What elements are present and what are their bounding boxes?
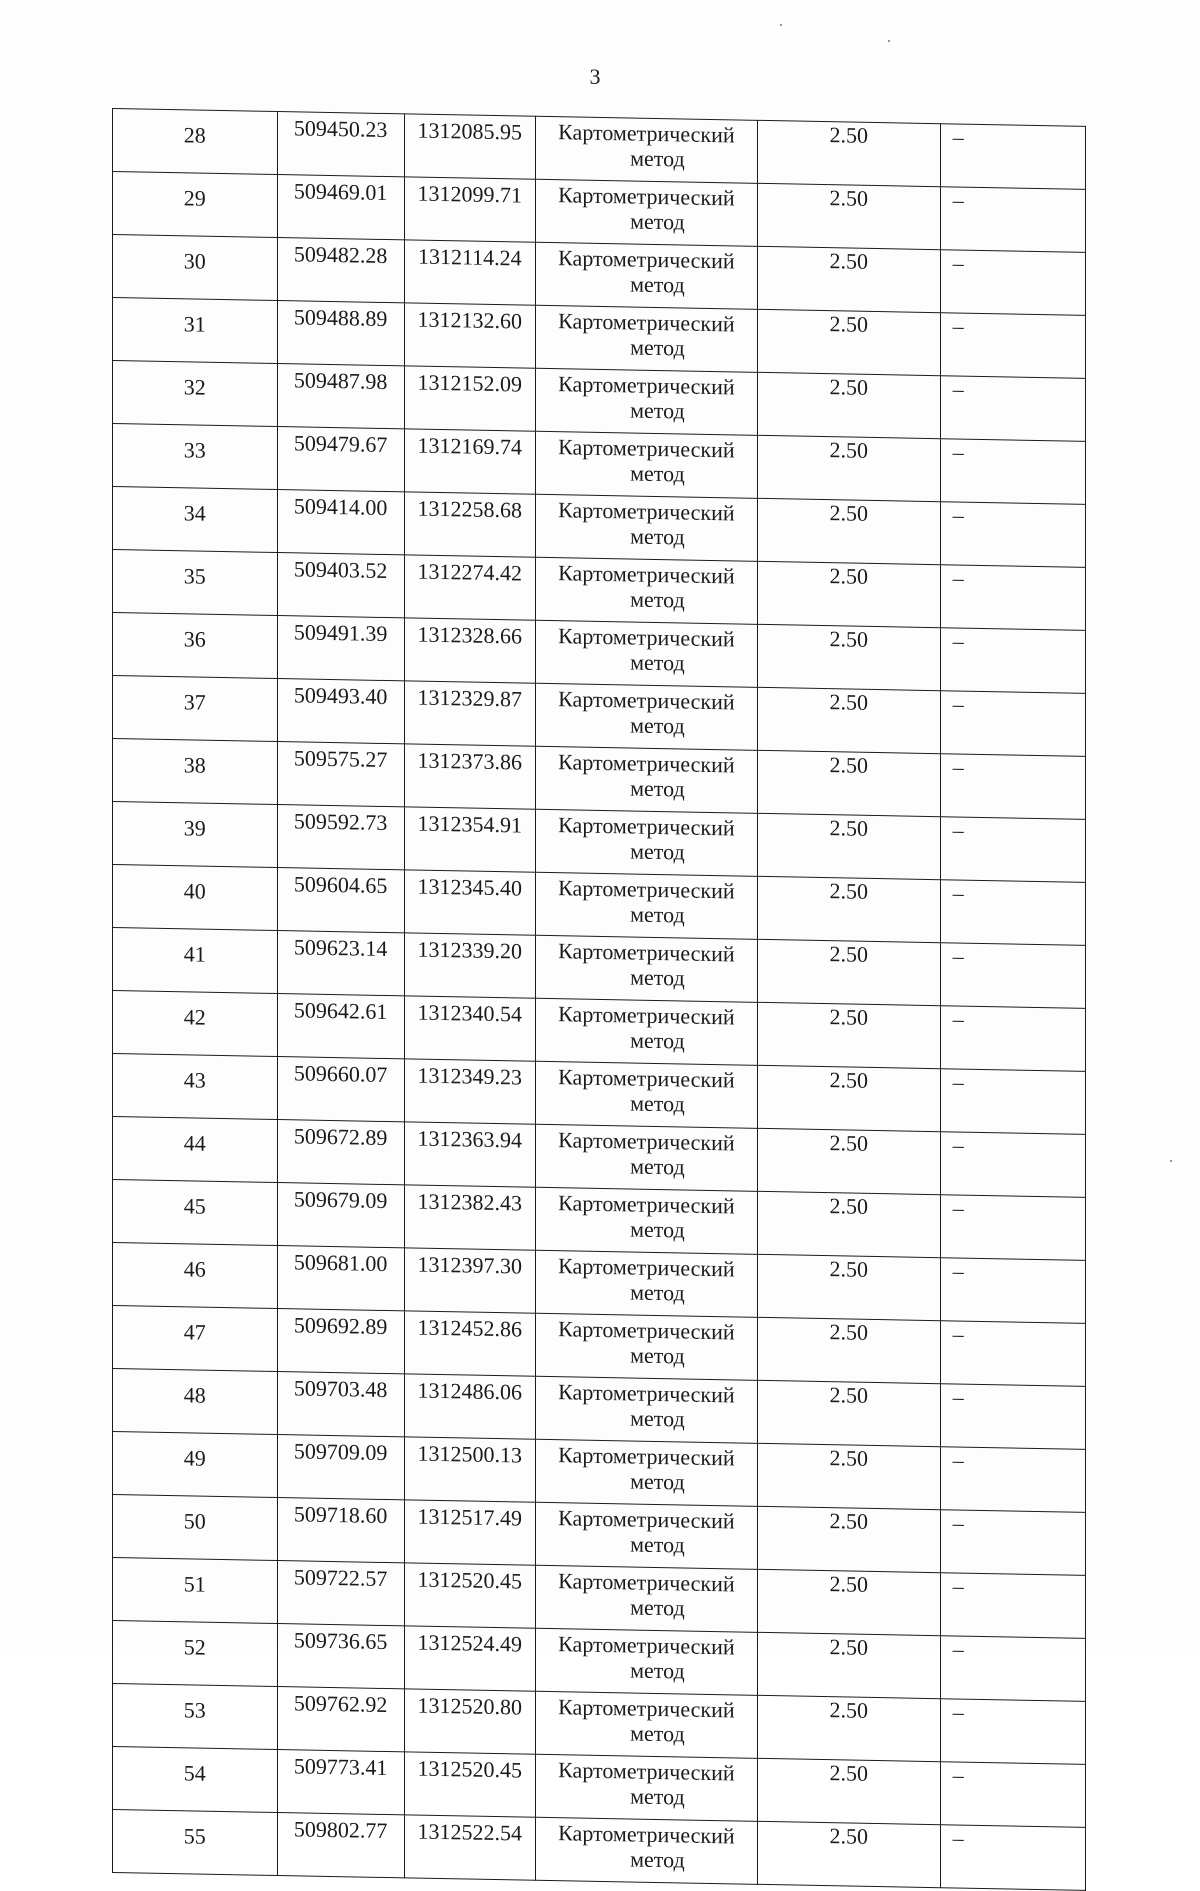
scan-speck (780, 24, 782, 26)
note-cell: – (940, 1384, 1085, 1450)
x-coordinate-cell: 509709.09 (277, 1435, 404, 1500)
x-coordinate-cell: 509660.07 (277, 1057, 404, 1122)
method-line-1: Картометрический (558, 434, 735, 463)
x-coordinate-cell: 509487.98 (277, 364, 404, 429)
method-line-2: метод (630, 1153, 685, 1180)
y-coordinate-cell: 1312169.74 (404, 429, 535, 494)
method-cell (535, 998, 757, 1065)
note-cell: – (940, 565, 1085, 631)
note-cell: – (940, 1321, 1085, 1387)
point-number-cell: 49 (113, 1432, 278, 1498)
y-coordinate-cell: 1312524.49 (404, 1626, 535, 1691)
method-line-1: Картометрический (558, 1001, 735, 1030)
y-coordinate-cell: 1312340.54 (404, 996, 535, 1061)
method-line-1: Картометрический (558, 749, 735, 778)
point-number-cell: 48 (113, 1369, 278, 1435)
point-number-cell: 42 (113, 991, 278, 1057)
note-cell: – (940, 502, 1085, 568)
method-line-1: Картометрический (558, 308, 735, 337)
point-number-cell: 40 (113, 865, 278, 931)
method-line-1: Картометрический (558, 1190, 735, 1219)
method-line-2: метод (630, 964, 685, 991)
note-cell: – (940, 754, 1085, 820)
method-line-2: метод (630, 1657, 685, 1684)
note-cell: – (940, 1699, 1085, 1765)
page-number: 3 (589, 64, 601, 89)
x-coordinate-cell: 509672.89 (277, 1120, 404, 1185)
method-line-2: метод (630, 1783, 685, 1810)
y-coordinate-cell: 1312354.91 (404, 807, 535, 872)
accuracy-cell: 2.50 (757, 120, 940, 186)
method-line-2: метод (630, 523, 685, 550)
x-coordinate-cell: 509491.39 (277, 616, 404, 681)
method-line-1: Картометрический (558, 875, 735, 904)
method-line-2: метод (630, 1468, 685, 1495)
note-cell: – (940, 880, 1085, 946)
note-cell: – (940, 1825, 1085, 1891)
y-coordinate-cell: 1312085.95 (404, 114, 535, 179)
y-coordinate-cell: 1312486.06 (404, 1374, 535, 1439)
x-coordinate-cell: 509450.23 (277, 112, 404, 177)
point-number-cell: 54 (113, 1747, 278, 1813)
method-line-1: Картометрический (558, 497, 735, 526)
accuracy-cell: 2.50 (757, 1191, 940, 1257)
note-cell: – (940, 1006, 1085, 1072)
y-coordinate-cell: 1312397.30 (404, 1248, 535, 1313)
accuracy-cell: 2.50 (757, 435, 940, 501)
x-coordinate-cell: 509469.01 (277, 175, 404, 240)
method-cell (535, 1691, 757, 1758)
note-cell: – (940, 376, 1085, 442)
y-coordinate-cell: 1312522.54 (404, 1815, 535, 1880)
method-line-1: Картометрический (558, 1505, 735, 1534)
note-cell: – (940, 1510, 1085, 1576)
point-number-cell: 47 (113, 1306, 278, 1372)
point-number-cell: 34 (113, 487, 278, 553)
method-cell (535, 1628, 757, 1695)
accuracy-cell: 2.50 (757, 1002, 940, 1068)
y-coordinate-cell: 1312349.23 (404, 1059, 535, 1124)
method-line-1: Картометрический (558, 1127, 735, 1156)
method-line-2: метод (630, 838, 685, 865)
x-coordinate-cell: 509482.28 (277, 238, 404, 303)
note-cell: – (940, 817, 1085, 883)
accuracy-cell: 2.50 (757, 183, 940, 249)
x-coordinate-cell: 509703.48 (277, 1372, 404, 1437)
method-cell (535, 305, 757, 372)
accuracy-cell: 2.50 (757, 939, 940, 1005)
accuracy-cell: 2.50 (757, 1821, 940, 1887)
x-coordinate-cell: 509623.14 (277, 931, 404, 996)
method-line-1: Картометрический (558, 686, 735, 715)
method-line-2: метод (630, 271, 685, 298)
accuracy-cell: 2.50 (757, 246, 940, 312)
point-number-cell: 39 (113, 802, 278, 868)
method-line-2: метод (630, 145, 685, 172)
method-line-1: Картометрический (558, 1757, 735, 1786)
method-cell (535, 935, 757, 1002)
method-cell (535, 683, 757, 750)
point-number-cell: 33 (113, 424, 278, 490)
note-cell: – (940, 1573, 1085, 1639)
point-number-cell: 29 (113, 172, 278, 238)
y-coordinate-cell: 1312363.94 (404, 1122, 535, 1187)
method-line-1: Картометрический (558, 1568, 735, 1597)
note-cell: – (940, 1132, 1085, 1198)
note-cell: – (940, 1258, 1085, 1324)
method-cell (535, 557, 757, 624)
x-coordinate-cell: 509575.27 (277, 742, 404, 807)
method-line-2: метод (630, 1594, 685, 1621)
method-cell (535, 1061, 757, 1128)
x-coordinate-cell: 509488.89 (277, 301, 404, 366)
x-coordinate-cell: 509718.60 (277, 1498, 404, 1563)
point-number-cell: 36 (113, 613, 278, 679)
accuracy-cell: 2.50 (757, 1695, 940, 1761)
method-line-2: метод (630, 1216, 685, 1243)
y-coordinate-cell: 1312114.24 (404, 240, 535, 305)
method-line-1: Картометрический (558, 245, 735, 274)
point-number-cell: 45 (113, 1180, 278, 1246)
method-line-2: метод (630, 1531, 685, 1558)
y-coordinate-cell: 1312520.80 (404, 1689, 535, 1754)
x-coordinate-cell: 509642.61 (277, 994, 404, 1059)
method-line-1: Картометрический (558, 560, 735, 589)
method-line-2: метод (630, 1027, 685, 1054)
x-coordinate-cell: 509802.77 (277, 1813, 404, 1878)
note-cell: – (940, 187, 1085, 253)
x-coordinate-cell: 509592.73 (277, 805, 404, 870)
accuracy-cell: 2.50 (757, 1065, 940, 1131)
x-coordinate-cell: 509681.00 (277, 1246, 404, 1311)
point-number-cell: 50 (113, 1495, 278, 1561)
accuracy-cell: 2.50 (757, 1506, 940, 1572)
y-coordinate-cell: 1312132.60 (404, 303, 535, 368)
method-cell (535, 1565, 757, 1632)
y-coordinate-cell: 1312520.45 (404, 1752, 535, 1817)
method-line-2: метод (630, 397, 685, 424)
method-line-1: Картометрический (558, 623, 735, 652)
x-coordinate-cell: 509762.92 (277, 1687, 404, 1752)
x-coordinate-cell: 509692.89 (277, 1309, 404, 1374)
method-line-1: Картометрический (558, 371, 735, 400)
accuracy-cell: 2.50 (757, 1317, 940, 1383)
method-cell (535, 116, 757, 183)
coordinates-table-wrapper (112, 108, 1086, 1891)
x-coordinate-cell: 509493.40 (277, 679, 404, 744)
accuracy-cell: 2.50 (757, 624, 940, 690)
x-coordinate-cell: 509604.65 (277, 868, 404, 933)
accuracy-cell: 2.50 (757, 750, 940, 816)
accuracy-cell: 2.50 (757, 1569, 940, 1635)
method-line-1: Картометрический (558, 1631, 735, 1660)
method-line-2: метод (630, 712, 685, 739)
accuracy-cell: 2.50 (757, 1758, 940, 1824)
point-number-cell: 55 (113, 1810, 278, 1876)
note-cell: – (940, 1636, 1085, 1702)
x-coordinate-cell: 509679.09 (277, 1183, 404, 1248)
point-number-cell: 28 (113, 109, 278, 175)
y-coordinate-cell: 1312517.49 (404, 1500, 535, 1565)
accuracy-cell: 2.50 (757, 687, 940, 753)
method-line-2: метод (630, 1090, 685, 1117)
method-cell (535, 494, 757, 561)
point-number-cell: 32 (113, 361, 278, 427)
point-number-cell: 38 (113, 739, 278, 805)
y-coordinate-cell: 1312500.13 (404, 1437, 535, 1502)
x-coordinate-cell: 509722.57 (277, 1561, 404, 1626)
x-coordinate-cell: 509479.67 (277, 427, 404, 492)
method-cell (535, 1313, 757, 1380)
note-cell: – (940, 1069, 1085, 1135)
point-number-cell: 31 (113, 298, 278, 364)
y-coordinate-cell: 1312329.87 (404, 681, 535, 746)
y-coordinate-cell: 1312520.45 (404, 1563, 535, 1628)
y-coordinate-cell: 1312339.20 (404, 933, 535, 998)
point-number-cell: 37 (113, 676, 278, 742)
method-cell (535, 620, 757, 687)
point-number-cell: 53 (113, 1684, 278, 1750)
method-line-1: Картометрический (558, 1064, 735, 1093)
method-line-2: метод (630, 1846, 685, 1873)
method-cell (535, 242, 757, 309)
point-number-cell: 46 (113, 1243, 278, 1309)
x-coordinate-cell: 509773.41 (277, 1750, 404, 1815)
method-cell (535, 1817, 757, 1884)
point-number-cell: 30 (113, 235, 278, 301)
method-line-1: Картометрический (558, 812, 735, 841)
note-cell: – (940, 943, 1085, 1009)
point-number-cell: 41 (113, 928, 278, 994)
x-coordinate-cell: 509736.65 (277, 1624, 404, 1689)
method-line-1: Картометрический (558, 1442, 735, 1471)
y-coordinate-cell: 1312152.09 (404, 366, 535, 431)
method-cell (535, 1754, 757, 1821)
accuracy-cell: 2.50 (757, 372, 940, 438)
method-line-2: метод (630, 1720, 685, 1747)
note-cell: – (940, 250, 1085, 316)
note-cell: – (940, 691, 1085, 757)
method-cell (535, 1502, 757, 1569)
method-cell (535, 1376, 757, 1443)
method-line-1: Картометрический (558, 1253, 735, 1282)
method-cell (535, 872, 757, 939)
method-cell (535, 431, 757, 498)
method-cell (535, 1250, 757, 1317)
method-line-1: Картометрический (558, 119, 735, 148)
method-line-2: метод (630, 649, 685, 676)
coordinates-table (112, 108, 1086, 1891)
method-cell (535, 746, 757, 813)
y-coordinate-cell: 1312328.66 (404, 618, 535, 683)
accuracy-cell: 2.50 (757, 498, 940, 564)
method-line-2: метод (630, 208, 685, 235)
point-number-cell: 52 (113, 1621, 278, 1687)
note-cell: – (940, 313, 1085, 379)
point-number-cell: 51 (113, 1558, 278, 1624)
method-line-2: метод (630, 460, 685, 487)
accuracy-cell: 2.50 (757, 1380, 940, 1446)
note-cell: – (940, 1762, 1085, 1828)
accuracy-cell: 2.50 (757, 1443, 940, 1509)
y-coordinate-cell: 1312382.43 (404, 1185, 535, 1250)
note-cell: – (940, 1447, 1085, 1513)
point-number-cell: 43 (113, 1054, 278, 1120)
coordinates-table-body (113, 109, 1086, 1891)
accuracy-cell: 2.50 (757, 309, 940, 375)
method-cell (535, 809, 757, 876)
method-line-2: метод (630, 901, 685, 928)
y-coordinate-cell: 1312345.40 (404, 870, 535, 935)
y-coordinate-cell: 1312274.42 (404, 555, 535, 620)
y-coordinate-cell: 1312258.68 (404, 492, 535, 557)
method-line-1: Картометрический (558, 182, 735, 211)
accuracy-cell: 2.50 (757, 1254, 940, 1320)
method-cell (535, 179, 757, 246)
scan-speck (1170, 1160, 1172, 1162)
method-line-1: Картометрический (558, 1820, 735, 1849)
accuracy-cell: 2.50 (757, 561, 940, 627)
method-line-2: метод (630, 586, 685, 613)
method-line-2: метод (630, 1279, 685, 1306)
note-cell: – (940, 439, 1085, 505)
method-cell (535, 1124, 757, 1191)
method-line-2: метод (630, 775, 685, 802)
method-line-1: Картометрический (558, 1379, 735, 1408)
method-line-2: метод (630, 334, 685, 361)
method-line-2: метод (630, 1342, 685, 1369)
method-line-1: Картометрический (558, 938, 735, 967)
accuracy-cell: 2.50 (757, 813, 940, 879)
y-coordinate-cell: 1312099.71 (404, 177, 535, 242)
note-cell: – (940, 124, 1085, 190)
accuracy-cell: 2.50 (757, 876, 940, 942)
accuracy-cell: 2.50 (757, 1128, 940, 1194)
method-line-1: Картометрический (558, 1694, 735, 1723)
accuracy-cell: 2.50 (757, 1632, 940, 1698)
note-cell: – (940, 628, 1085, 694)
y-coordinate-cell: 1312452.86 (404, 1311, 535, 1376)
x-coordinate-cell: 509403.52 (277, 553, 404, 618)
method-cell (535, 1187, 757, 1254)
y-coordinate-cell: 1312373.86 (404, 744, 535, 809)
method-line-2: метод (630, 1405, 685, 1432)
method-cell (535, 368, 757, 435)
point-number-cell: 35 (113, 550, 278, 616)
scan-speck (888, 40, 890, 42)
point-number-cell: 44 (113, 1117, 278, 1183)
method-line-1: Картометрический (558, 1316, 735, 1345)
method-cell (535, 1439, 757, 1506)
x-coordinate-cell: 509414.00 (277, 490, 404, 555)
note-cell: – (940, 1195, 1085, 1261)
